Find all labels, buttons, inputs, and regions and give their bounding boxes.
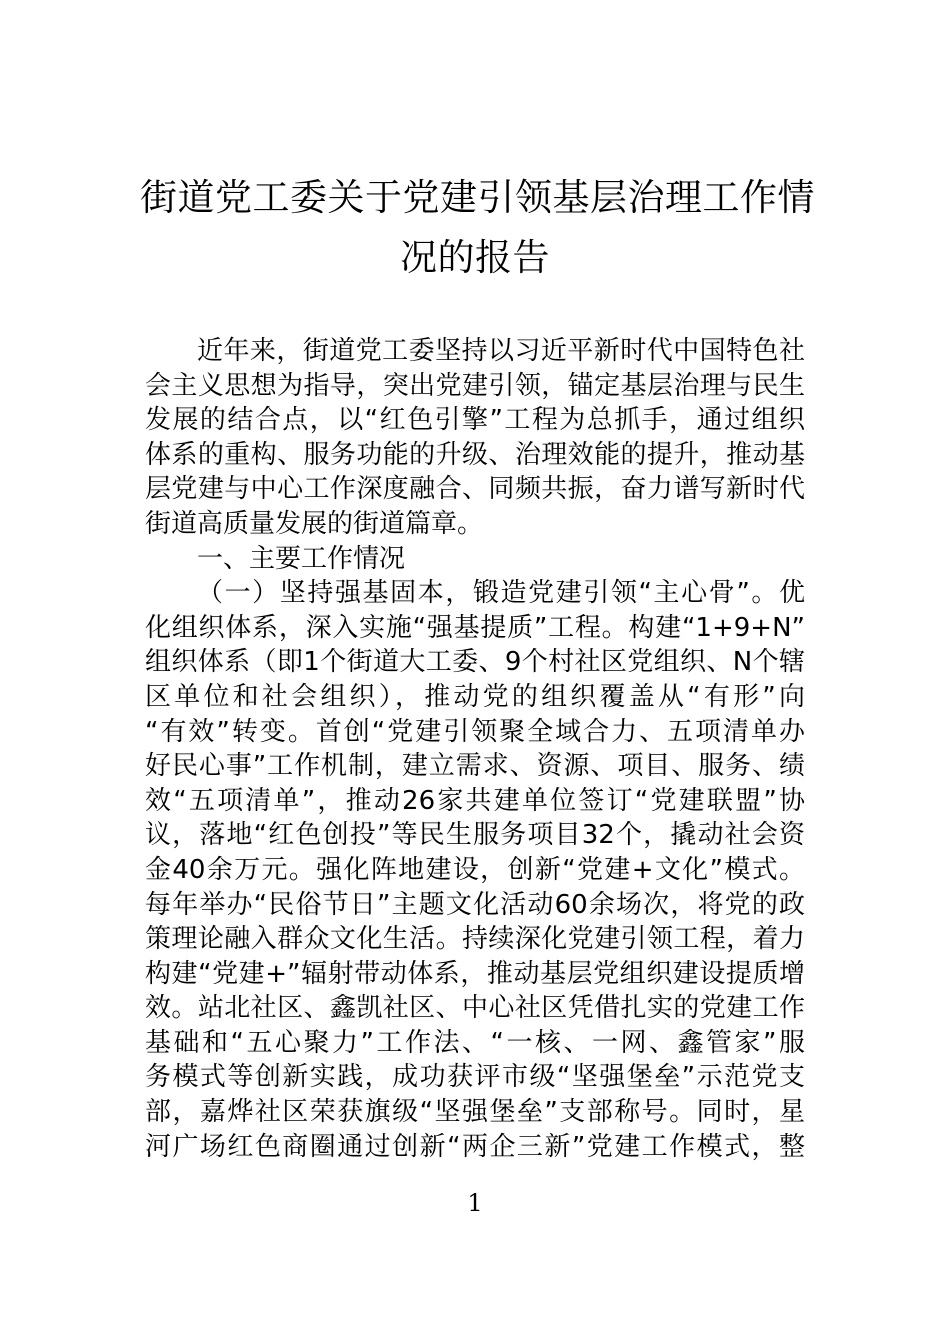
text-line: 化组织体系，深入实施“强基提质”工程。构建“1+9+N” (145, 612, 805, 643)
title-line-1: 街道党工委关于党建引领基层治理工作情 (140, 176, 815, 219)
paragraph-section-1 (145, 576, 805, 1164)
text-line: 策理论融入群众文化生活。持续深化党建引领工程，着力 (145, 924, 805, 955)
text-line: 层党建与中心工作深度融合、同频共振，奋力谱写新时代 (145, 474, 805, 505)
text-line: 效“五项清单”，推动26家共建单位签订“党建联盟”协 (145, 785, 805, 816)
document-body (145, 334, 805, 1164)
text-line: 金40余万元。强化阵地建设，创新“党建+文化”模式。 (145, 854, 805, 885)
text-line: 部，嘉烨社区荣获旗级“坚强堡垒”支部称号。同时，星 (145, 1097, 805, 1128)
text-line: 议，落地“红色创投”等民生服务项目32个，撬动社会资 (145, 820, 805, 851)
text-line: 会主义思想为指导，突出党建引领，锚定基层治理与民生 (145, 370, 805, 401)
text-line: 体系的重构、服务功能的升级、治理效能的提升，推动基 (145, 439, 805, 470)
page-number: 1 (467, 1189, 483, 1217)
text-line: 务模式等创新实践，成功获评市级“坚强堡垒”示范党支 (145, 1062, 805, 1093)
text-line: （一）坚持强基固本，锻造党建引领“主心骨”。优 (197, 578, 805, 609)
text-line: “有效”转变。首创“党建引领聚全域合力、五项清单办 (145, 716, 805, 747)
document-title (140, 168, 815, 288)
text-line: 好民心事”工作机制，建立需求、资源、项目、服务、绩 (145, 751, 805, 782)
text-line: 效。站北社区、鑫凯社区、中心社区凭借扎实的党建工作 (145, 993, 805, 1024)
text-line: 组织体系（即1个街道大工委、9个村社区党组织、N个辖 (145, 647, 805, 678)
title-line-2: 况的报告 (400, 236, 550, 279)
text-line: 街道高质量发展的街道篇章。 (145, 508, 484, 539)
text-line: 每年举办“民俗节日”主题文化活动60余场次，将党的政 (145, 889, 805, 920)
section-heading: 一、主要工作情况 (197, 543, 406, 574)
text-line: 构建“党建+”辐射带动体系，推动基层党组织建设提质增 (145, 958, 805, 989)
text-line: 区单位和社会组织），推动党的组织覆盖从“有形”向 (145, 681, 805, 712)
text-line: 基础和“五心聚力”工作法、“一核、一网、鑫管家”服 (145, 1027, 805, 1058)
text-line: 发展的结合点，以“红色引擎”工程为总抓手，通过组织 (145, 405, 805, 436)
text-line: 近年来，街道党工委坚持以习近平新时代中国特色社 (197, 336, 805, 366)
paragraph-intro (145, 334, 805, 542)
text-line: 河广场红色商圈通过创新“两企三新”党建工作模式，整 (145, 1131, 805, 1162)
